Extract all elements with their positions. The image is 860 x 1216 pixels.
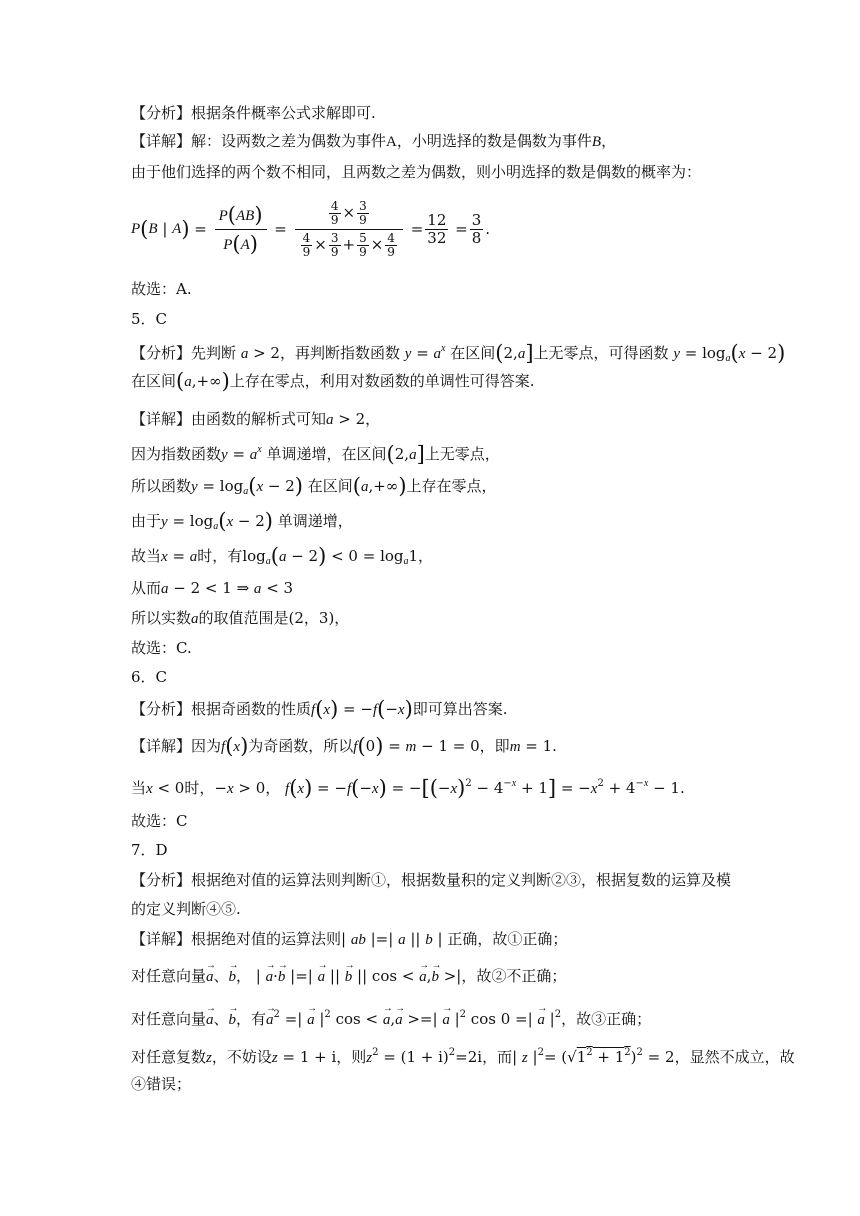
detail-label: 【详解】 <box>131 930 192 948</box>
q6-detail-text: 时， <box>184 779 215 797</box>
q5-detail-text: 上存在零点， <box>406 477 497 495</box>
q4-detail-line-2 <box>131 162 701 182</box>
q5-analysis-text: 上存在零点，利用对数函数的单调性可得答案. <box>229 372 535 390</box>
detail-label: 【详解】 <box>131 132 192 150</box>
q5-detail-line-1: 【详解】由函数的解析式可知a > 2， <box>131 410 381 428</box>
q5-detail-line-6: 从而a − 2 < 1 ⇒ a < 3 <box>131 579 294 597</box>
event-a: A <box>386 134 397 150</box>
q5-detail-line-4: 由于$y = \log_a(x - 2)$ 单调递增， <box>131 509 353 533</box>
q5-detail-text: 从而 <box>131 579 162 597</box>
q4-detail-text: 解：设两数之差为偶数为事件 <box>191 132 387 150</box>
q4-detail-text: 由于他们选择的两个数不相同，且两数之差为偶数，则小明选择的数是偶数的概率为： <box>131 163 702 181</box>
q5-detail-text: 在区间 <box>307 477 353 495</box>
q5-detail-line-7: 所以实数a的取值范围是(2，3)， <box>131 609 350 627</box>
q5-detail-text: 单调递增， <box>277 512 353 530</box>
q5-detail-text: 因为指数函数 <box>131 445 222 463</box>
q6-detail-line-1: 【详解】因为f(x)为奇函数，所以f(0) = m − 1 = 0，即m = 1. <box>131 734 557 758</box>
q5-heading <box>131 309 167 329</box>
q6-answer-text: 故选：C <box>131 812 188 830</box>
q5-detail-text: 由于 <box>131 512 162 530</box>
q6-detail-text: 为奇函数，所以 <box>248 737 354 755</box>
q5-detail-line-3: 所以函数$y = \log_a(x - 2)$ 在区间(a,+∞)上存在零点， <box>131 474 497 498</box>
q5-analysis-text: 在区间 <box>131 372 177 390</box>
q6-heading-text: 6．C <box>131 668 168 686</box>
q7-heading-text: 7．D <box>131 841 168 859</box>
q7-analysis-line-1 <box>131 870 731 890</box>
q6-analysis-text: 即可算出答案. <box>412 700 508 718</box>
q7-detail-text: ，则 <box>336 1048 367 1066</box>
q5-detail-text: 故当 <box>131 547 162 565</box>
q7-detail-text: 正确，故①正确； <box>447 930 568 948</box>
q6-detail-line-2: 当x < 0时，−x > 0， $f(x) = -f(-x) = -[(-x)^2 - 4^{-x} + 1] = -x^2 + 4^{-x} - 1$. <box>131 776 685 800</box>
q7-detail-text: 根据绝对值的运算法则 <box>191 930 342 948</box>
q4-answer <box>131 279 192 299</box>
q4-detail-line-1 <box>131 131 616 152</box>
q5-analysis-text: 先判断 <box>191 344 237 362</box>
q7-detail-text: ，故②不正确； <box>461 967 567 985</box>
q7-analysis-text: 的定义判断④⑤. <box>131 900 241 918</box>
q5-answer <box>131 638 192 658</box>
q7-detail-text: ，而 <box>482 1048 513 1066</box>
q6-analysis-text: 根据奇函数的性质 <box>191 700 312 718</box>
analysis-label: 【分析】 <box>131 344 192 362</box>
q7-detail-line-5 <box>131 1074 191 1094</box>
conditional-probability-formula: P ( B | A ) = $\frac{P(AB)}{P(A)}$ = $\frac{4}{9}$ × $\frac{3}{9}$ $\frac{4}{9}$ × $\frac{3}{9}$ + $\frac{5}{9}$ × $\frac{4}{9}$ = $\frac{12}{32}$ = $\frac{3}{8}$ . <box>131 198 491 259</box>
analysis-label: 【分析】 <box>131 700 192 718</box>
q5-detail-text: 所以函数 <box>131 477 192 495</box>
q6-detail-text: 因为 <box>191 737 222 755</box>
q5-detail-text: 时，有 <box>197 547 243 565</box>
q5-detail-line-5: 故当x = a时，有$\log_a(a - 2) < 0 = \log_a1$， <box>131 544 434 568</box>
q6-analysis-line: 【分析】根据奇函数的性质f(x) = −f(−x)即可算出答案. <box>131 697 508 721</box>
q4-analysis-text: 根据条件概率公式求解即可. <box>191 104 376 122</box>
q5-detail-text: 由函数的解析式可知 <box>191 410 327 428</box>
q5-detail-line-2: 因为指数函数$y = a^x$ 单调递增，在区间(2,a]上无零点， <box>131 442 500 466</box>
q5-detail-text: 上无零点， <box>424 445 500 463</box>
q7-detail-text: ，有 <box>236 1010 267 1028</box>
q5-analysis-line-1: 【分析】先判断 a > 2，再判断指数函数 $y = a^x$ 在区间(2,a]上无零点，可得函数 $y = \log_a(x - 2)$ <box>131 341 786 365</box>
detail-label: 【详解】 <box>131 410 192 428</box>
q6-heading <box>131 667 167 687</box>
final-denominator: 8 <box>471 228 482 247</box>
q7-detail-line-3: 对任意向量→ a、→ b，有→ $a^2$ =| → a $|^2$ cos < → a,→ a >=| → a $|^2$ cos 0 =| → a $|^2$，故③正确； <box>131 1005 651 1030</box>
q4-detail-text: ， <box>601 132 617 150</box>
q5-detail-text: 单调递增，在区间 <box>266 445 387 463</box>
q7-detail-line-2: 对任意向量→ a、→ b， | → a·→ b |=| → a || → b || cos < → a,→ b >|，故②不正确； <box>131 966 566 987</box>
detail-label: 【详解】 <box>131 737 192 755</box>
q4-answer-text: 故选：A. <box>131 280 192 298</box>
q7-detail-text: 对任意向量 <box>131 967 207 985</box>
q7-heading <box>131 840 168 860</box>
q7-analysis-text: 根据绝对值的运算法则判断①，根据数量积的定义判断②③，根据复数的运算及模 <box>191 871 732 889</box>
q5-analysis-line-2: 在区间(a,+∞)上存在零点，利用对数函数的单调性可得答案. <box>131 369 535 393</box>
q7-detail-text: ，故③正确； <box>561 1010 652 1028</box>
q7-detail-text: 对任意复数 <box>131 1048 207 1066</box>
q7-detail-text: ，显然不成立，故 <box>674 1048 795 1066</box>
q6-detail-text: ，即 <box>479 737 510 755</box>
q7-detail-text: ，不妨设 <box>211 1048 272 1066</box>
q5-answer-text: 故选：C. <box>131 639 192 657</box>
q5-analysis-text: ，再判断指数函数 <box>279 344 400 362</box>
analysis-label: 【分析】 <box>131 104 192 122</box>
q7-detail-text: ④错误； <box>131 1075 192 1093</box>
q4-analysis-line <box>131 103 376 123</box>
q5-analysis-text: 在区间 <box>450 344 496 362</box>
analysis-label: 【分析】 <box>131 871 192 889</box>
result-denominator: 32 <box>427 228 447 247</box>
q5-detail-text: 所以实数 <box>131 609 192 627</box>
q5-analysis-text: 上无零点，可得函数 <box>533 344 669 362</box>
q7-detail-line-4: 对任意复数z，不妨设z = 1 + i，则$z^2 = (1 + i)^2=2i$，而| z $|^2= (√1^2 + 1^2)^2 = 2$，显然不成立，故 <box>131 1047 795 1066</box>
event-b: B <box>591 134 602 150</box>
q7-detail-line-1: 【详解】根据绝对值的运算法则| ab |=| a || b | 正确，故①正确； <box>131 930 568 948</box>
final-numerator: 3 <box>471 210 482 229</box>
q5-detail-text: 的取值范围是(2，3)， <box>198 609 350 627</box>
result-numerator: 12 <box>427 210 447 229</box>
q5-heading-text: 5．C <box>131 310 168 328</box>
q6-detail-text: 当 <box>131 779 147 797</box>
q7-analysis-line-2 <box>131 899 241 919</box>
q4-detail-text: ，小明选择的数是偶数为事件 <box>396 132 592 150</box>
q6-answer <box>131 811 187 831</box>
q7-detail-text: 对任意向量 <box>131 1010 207 1028</box>
